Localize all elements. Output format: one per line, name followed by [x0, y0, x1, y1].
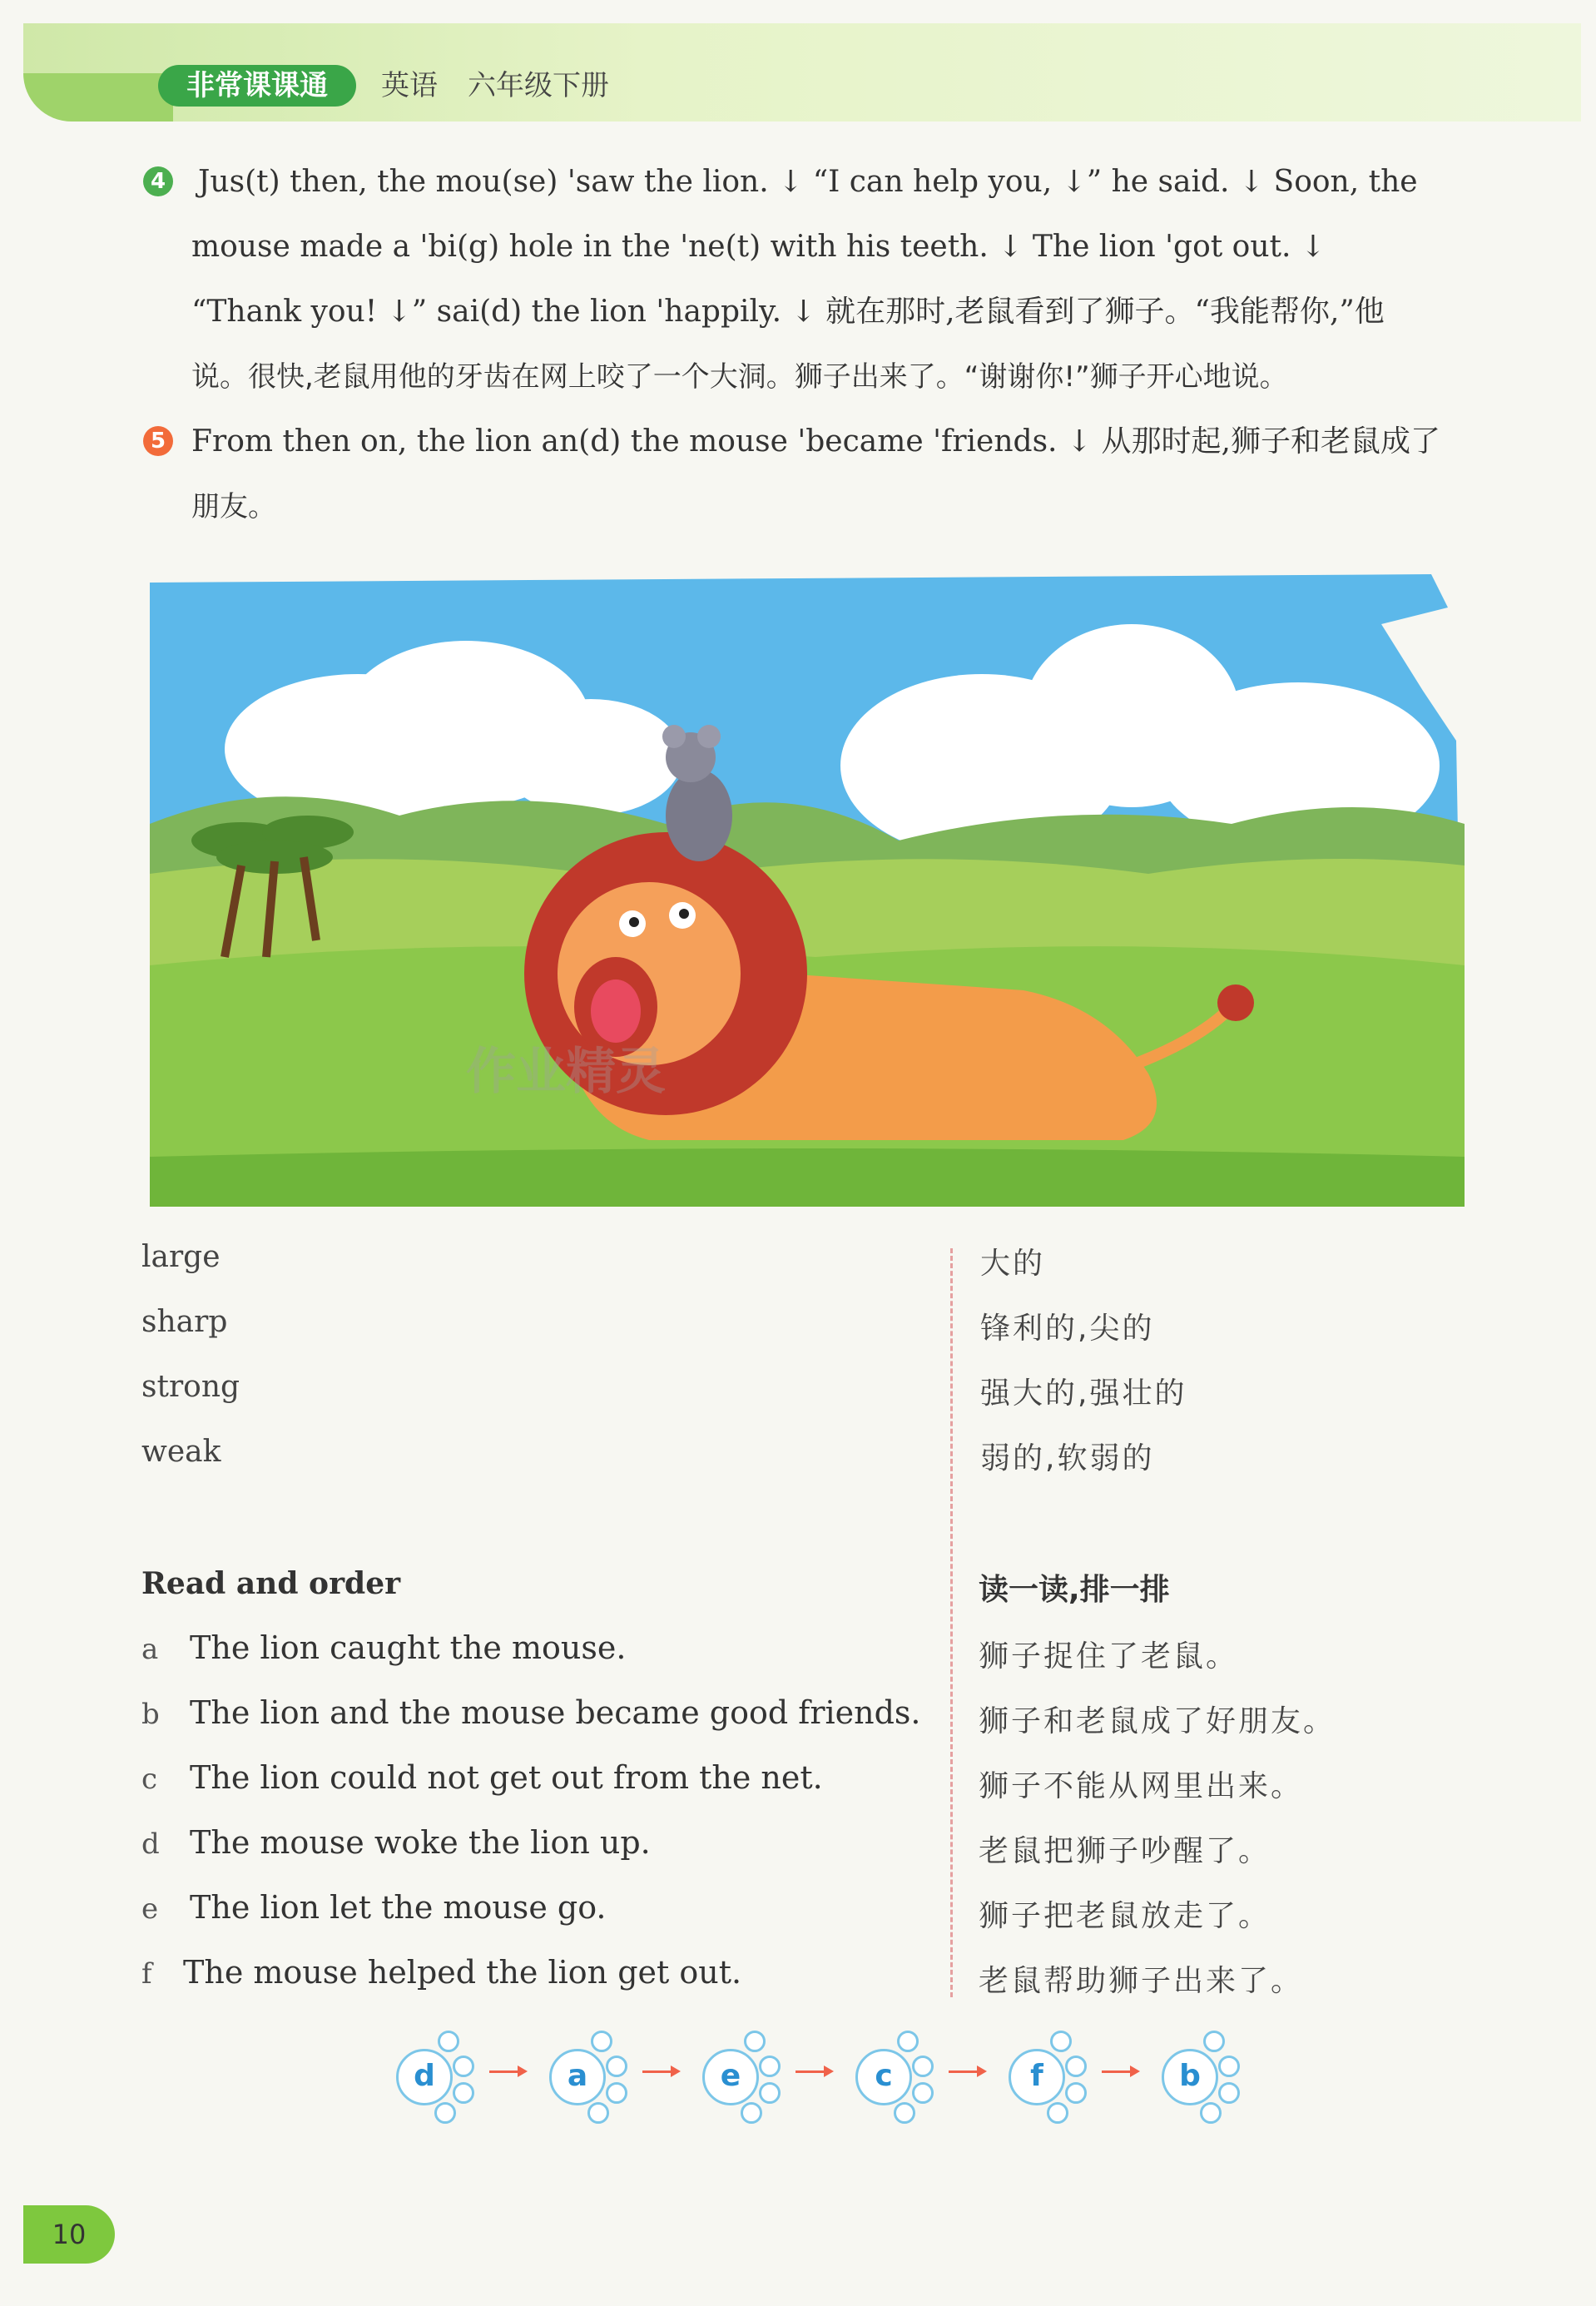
item-letter-c: c [141, 1763, 158, 1796]
vocab-cn-sharp: 锋利的,尖的 [980, 1312, 1155, 1346]
answer-paw-5: f [1002, 2031, 1093, 2122]
story-p4-line-1: Jus(t) then, the mou(se) 'saw the lion. ↓ “I can help you, ↓” he said. ↓ Soon, the [198, 165, 1418, 199]
item-en-a: The lion caught the mouse. [190, 1629, 627, 1666]
column-divider [950, 1248, 953, 1997]
vocab-cn-strong: 强大的,强壮的 [980, 1376, 1187, 1411]
item-en-b: The lion and the mouse became good friends. [190, 1694, 921, 1731]
subject-label: 英语 [381, 69, 438, 102]
item-en-e: The lion let the mouse go. [190, 1889, 607, 1926]
story-p5-line-2: 朋友。 [191, 490, 276, 523]
answer-paw-4: c [849, 2031, 940, 2122]
vocab-cn-weak: 弱的,软弱的 [980, 1441, 1155, 1475]
lion-mouse-illustration [150, 574, 1465, 1207]
story-p4-line-4: 说。很快,老鼠用他的牙齿在网上咬了一个大洞。狮子出来了。“谢谢你!”狮子开心地说。 [191, 360, 1288, 394]
answer-paw-6: b [1155, 2031, 1247, 2122]
vocab-cn-large: 大的 [980, 1247, 1046, 1281]
item-cn-a: 狮子捉住了老鼠。 [979, 1639, 1239, 1674]
story-p5-line-1: From then on, the lion an(d) the mouse 'became 'friends. ↓ 从那时起,狮子和老鼠成了 [191, 424, 1440, 459]
item-en-c: The lion could not get out from the net. [190, 1759, 823, 1796]
vocab-en-sharp: sharp [141, 1305, 228, 1339]
watermark: 作业精灵 [466, 1043, 666, 1101]
order-arrow-2 [642, 2070, 677, 2073]
item-en-d: The mouse woke the lion up. [190, 1824, 651, 1861]
item-en-f: The mouse helped the lion get out. [183, 1954, 742, 1991]
vocab-en-large: large [141, 1240, 221, 1274]
story-p4-line-3: “Thank you! ↓” sai(d) the lion 'happily. ↓ 就在那时,老鼠看到了狮子。“我能帮你,”他 [191, 295, 1385, 329]
item-letter-f: f [141, 1957, 152, 1991]
item-cn-e: 狮子把老鼠放走了。 [979, 1899, 1271, 1933]
answer-paw-3: e [696, 2031, 787, 2122]
exercise-title-cn: 读一读,排一排 [979, 1573, 1170, 1607]
vocab-en-strong: strong [141, 1370, 240, 1404]
item-cn-d: 老鼠把狮子吵醒了。 [979, 1834, 1271, 1868]
exercise-title: Read and order [141, 1566, 401, 1601]
series-badge: 非常课课通 [158, 65, 356, 107]
item-letter-b: b [141, 1698, 160, 1731]
order-arrow-1 [489, 2070, 524, 2073]
item-cn-c: 狮子不能从网里出来。 [979, 1769, 1304, 1803]
item-letter-e: e [141, 1892, 159, 1926]
vocab-en-weak: weak [141, 1435, 221, 1469]
order-arrow-3 [796, 2070, 830, 2073]
answer-paw-2: a [543, 2031, 634, 2122]
item-letter-d: d [141, 1827, 160, 1861]
item-cn-b: 狮子和老鼠成了好朋友。 [979, 1704, 1336, 1738]
answer-paw-1: d [389, 2031, 481, 2122]
item-cn-f: 老鼠帮助狮子出来了。 [979, 1964, 1304, 1998]
order-arrow-4 [949, 2070, 984, 2073]
grade-label: 六年级下册 [468, 69, 609, 102]
paragraph-number-5: 5 [143, 426, 173, 456]
item-letter-a: a [141, 1633, 159, 1666]
story-p4-line-2: mouse made a 'bi(g) hole in the 'ne(t) with his teeth. ↓ The lion 'got out. ↓ [191, 230, 1326, 264]
order-arrow-5 [1102, 2070, 1137, 2073]
paragraph-number-4: 4 [143, 166, 173, 196]
page-number: 10 [23, 2205, 115, 2264]
